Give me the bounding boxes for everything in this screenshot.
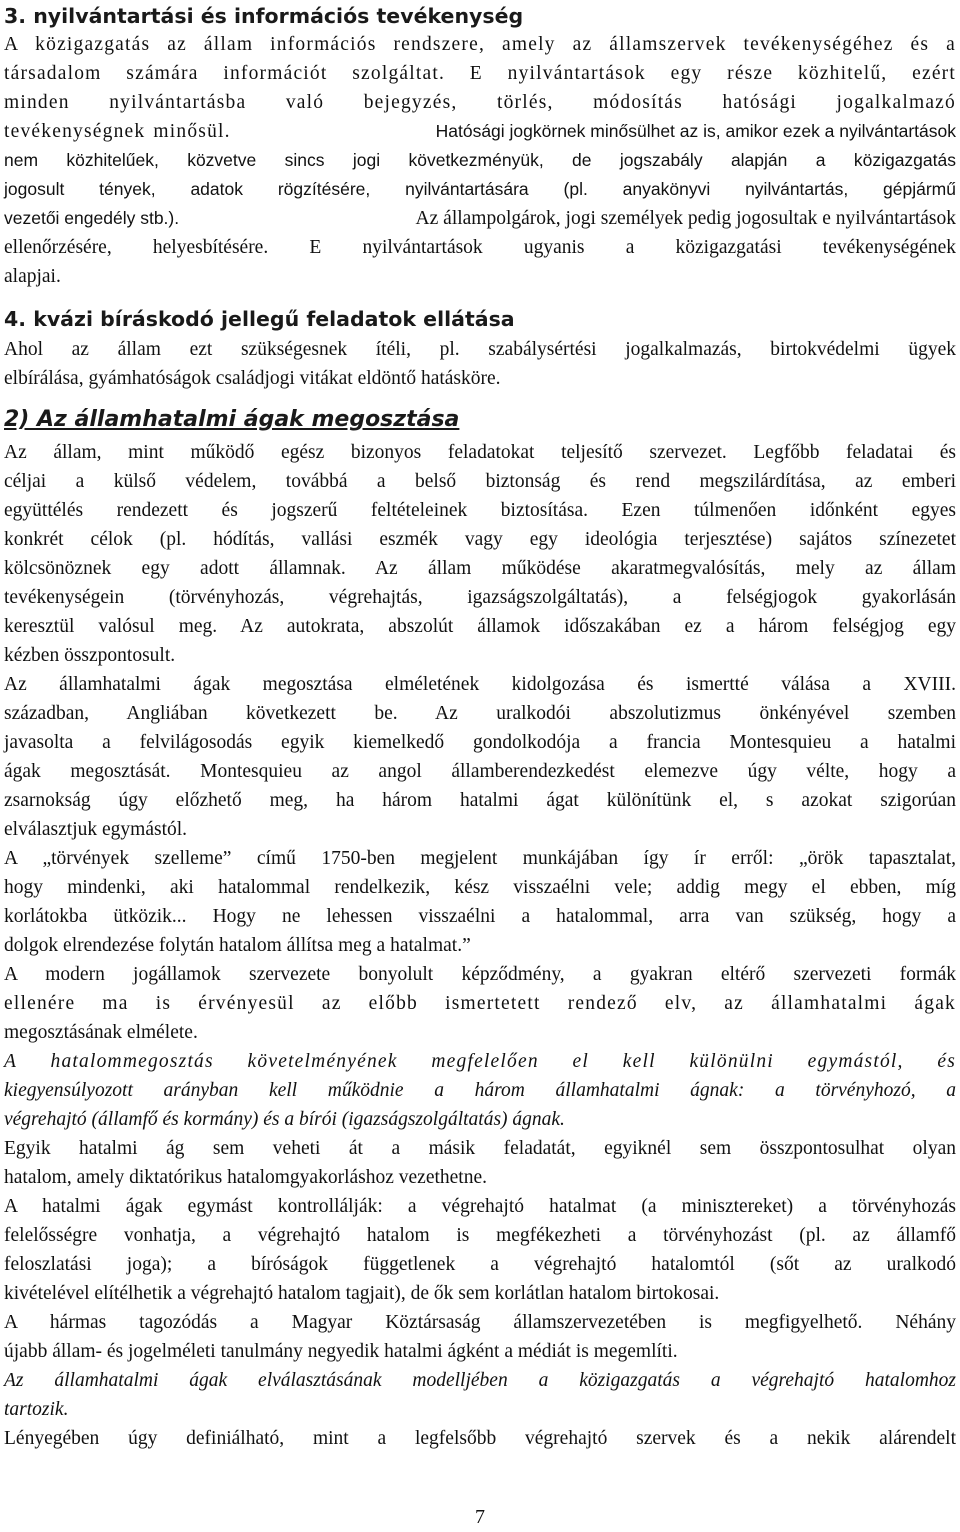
text-line: tevékenységein (törvényhozás, végrehajtás, igazságszolgáltatás), a felségjogok gyakorlásán (4, 587, 956, 608)
text-line: században, Angliában következett be. Az uralkodói abszolutizmus önkényével szemben (4, 703, 956, 724)
paragraph-d (4, 960, 956, 1047)
text-line: Lényegében úgy definiálható, mint a legfelsőbb végrehajtó szervek és a nekik alárendelt (4, 1428, 956, 1449)
text-line: együttélés rendezett és jogszerű feltételeinek biztosítása. Ezen túlmenően időnként egyes (4, 500, 956, 521)
paragraph-a (4, 438, 956, 670)
paragraph-c-quote (4, 844, 956, 960)
text-line: nem közhitelűek, közvetve sincs jogi következményük, de jogszabály alapján a közigazgatás (4, 150, 956, 170)
text-line: jogosult tények, adatok rögzítésére, nyilvántartására (pl. anyakönyvi nyilvántartás, gépjármű (4, 179, 956, 199)
text-line: végrehajtó (államfő és kormány) és a bírói (igazságszolgáltatás) ágnak. (4, 1109, 565, 1130)
text-line: hatalom, amely diktatórikus hatalomgyakorláshoz vezethetne. (4, 1167, 488, 1188)
text-line: elválasztjuk egymástól. (4, 819, 188, 840)
text-line: Az állam, mint működő egész bizonyos feladatokat teljesítő szervezet. Legfőbb feladatai és (4, 442, 956, 463)
text-line: A hatalmi ágak egymást kontrollálják: a végrehajtó hatalmat (a minisztereket) a törvényhozás (4, 1196, 956, 1217)
paragraph-f (4, 1134, 956, 1192)
text-line: ellenőrzésére, helyesbítésére. E nyilvántartások ugyanis a közigazgatási tevékenységének (4, 237, 956, 258)
text-line: elbírálása, gyámhatóságok családjogi vitákat eldöntő hatásköre. (4, 368, 501, 389)
text-line: A hármas tagozódás a Magyar Köztársaság államszervezetében is megfigyelhető. Néhány (4, 1312, 956, 1333)
paragraph-g (4, 1192, 956, 1308)
mixed-line (4, 117, 956, 146)
text-line: felelősségre vonhatja, a végrehajtó hatalom is megfékezheti a törvényhozást (pl. az államfő (4, 1225, 956, 1246)
text-line: kivételével elítélhetik a végrehajtó hatalom tagjait), de ők sem korlátlan hatalom birtokosai. (4, 1283, 720, 1304)
mixed-line (4, 204, 956, 233)
text-fragment: vezetői engedély stb.). (4, 208, 180, 228)
text-line: hogy mindenki, aki hatalommal rendelkezik, kész visszaélni vele; addig megy el ebben, míg (4, 877, 956, 898)
text-line: alapjai. (4, 266, 61, 287)
text-line: Ahol az állam ezt szükségesnek ítéli, pl. szabálysértési jogalkalmazás, birtokvédelmi ügyek (4, 339, 956, 360)
text-line: feloszlatási joga); a bíróságok függetlenek a végrehajtó hatalomtól (sőt az uralkodó (4, 1254, 956, 1275)
text-line: A hatalommegosztás követelményének megfelelően el kell különülni egymástól, és (4, 1051, 956, 1072)
text-line: ellenére ma is érvényesül az előbb ismertetett rendező elv, az államhatalmi ágak (4, 993, 956, 1014)
paragraph-i-italic (4, 1366, 956, 1424)
text-line: ágak megosztását. Montesquieu az angol államberendezkedést elemezve úgy vélte, hogy a (4, 761, 956, 782)
section-2-heading: 2) Az államhatalmi ágak megosztása (4, 407, 460, 432)
text-line: tartozik. (4, 1399, 69, 1420)
text-line: kézben összpontosult. (4, 645, 176, 666)
text-line: A modern jogállamok szervezete bonyolult képződmény, a gyakran eltérő szervezeti formák (4, 964, 956, 985)
paragraph-j (4, 1424, 956, 1453)
text-line: javasolta a felvilágosodás egyik kiemelkedő gondolkodója a francia Montesquieu a hatalmi (4, 732, 956, 753)
paragraph-b (4, 670, 956, 844)
text-line: keresztül valósul meg. Az autokrata, abszolút államok időszakában ez a három felségjog egy (4, 616, 956, 637)
document-page (4, 0, 956, 1453)
section-3-paragraph (4, 30, 956, 291)
text-line: korlátokba ütközik... Hogy ne lehessen visszaélni a hatalommal, arra van szükség, hogy a (4, 906, 956, 927)
paragraph-h (4, 1308, 956, 1366)
text-line: minden nyilvántartásba való bejegyzés, törlés, módosítás hatósági jogalkalmazó (4, 92, 956, 113)
text-fragment: Hatósági jogkörnek minősülhet az is, amikor ezek a nyilvántartások (435, 121, 956, 141)
text-line: Egyik hatalmi ág sem veheti át a másik feladatát, egyiknél sem összpontosulhat olyan (4, 1138, 956, 1159)
text-line: újabb állam- és jogelméleti tanulmány negyedik hatalmi ágként a médiát is megemlíti. (4, 1341, 678, 1362)
section-4-paragraph (4, 335, 956, 393)
text-line: konkrét célok (pl. hódítás, vallási eszmék vagy egy ideológia terjesztése) sajátos színezetet (4, 529, 956, 550)
text-line: megosztásának elmélete. (4, 1022, 198, 1043)
text-fragment: Az állampolgárok, jogi személyek pedig jogosultak e nyilvántartások (415, 208, 956, 229)
paragraph-e-italic (4, 1047, 956, 1134)
page-number: 7 (475, 1506, 485, 1528)
text-line: A közigazgatás az állam információs rendszere, amely az államszervek tevékenységéhez és a (4, 34, 956, 55)
section-4-heading: 4. kvázi bíráskodó jellegű feladatok ellátása (4, 307, 515, 331)
text-line: dolgok elrendezése folytán hatalom állítsa meg a hatalmat.” (4, 935, 471, 956)
text-line: zsarnokság úgy előzhető meg, ha három hatalmi ágat különítünk el, s azokat szigorúan (4, 790, 956, 811)
text-line: társadalom számára információt szolgáltat. E nyilvántartások egy része közhitelű, ezért (4, 63, 956, 84)
text-line: Az államhatalmi ágak elválasztásának modelljében a közigazgatás a végrehajtó hatalomhoz (4, 1370, 956, 1391)
text-line: A „törvények szelleme” című 1750-ben megjelent munkájában így ír erről: „örök tapasztalat, (4, 848, 956, 869)
text-line: Az államhatalmi ágak megosztása elméletének kidolgozása és ismertté válása a XVIII. (4, 674, 956, 695)
text-line: céljai a külső védelem, továbbá a belső biztonság és rend megszilárdítása, az emberi (4, 471, 956, 492)
text-line: kölcsönöznek egy adott államnak. Az állam működése akaratmegvalósítás, mely az állam (4, 558, 956, 579)
text-line: kiegyensúlyozott arányban kell működnie a három államhatalmi ágnak: a törvényhozó, a (4, 1080, 956, 1101)
section-3-heading: 3. nyilvántartási és információs tevékenység (4, 4, 524, 28)
text-fragment: tevékenységnek minősül. (4, 121, 231, 142)
